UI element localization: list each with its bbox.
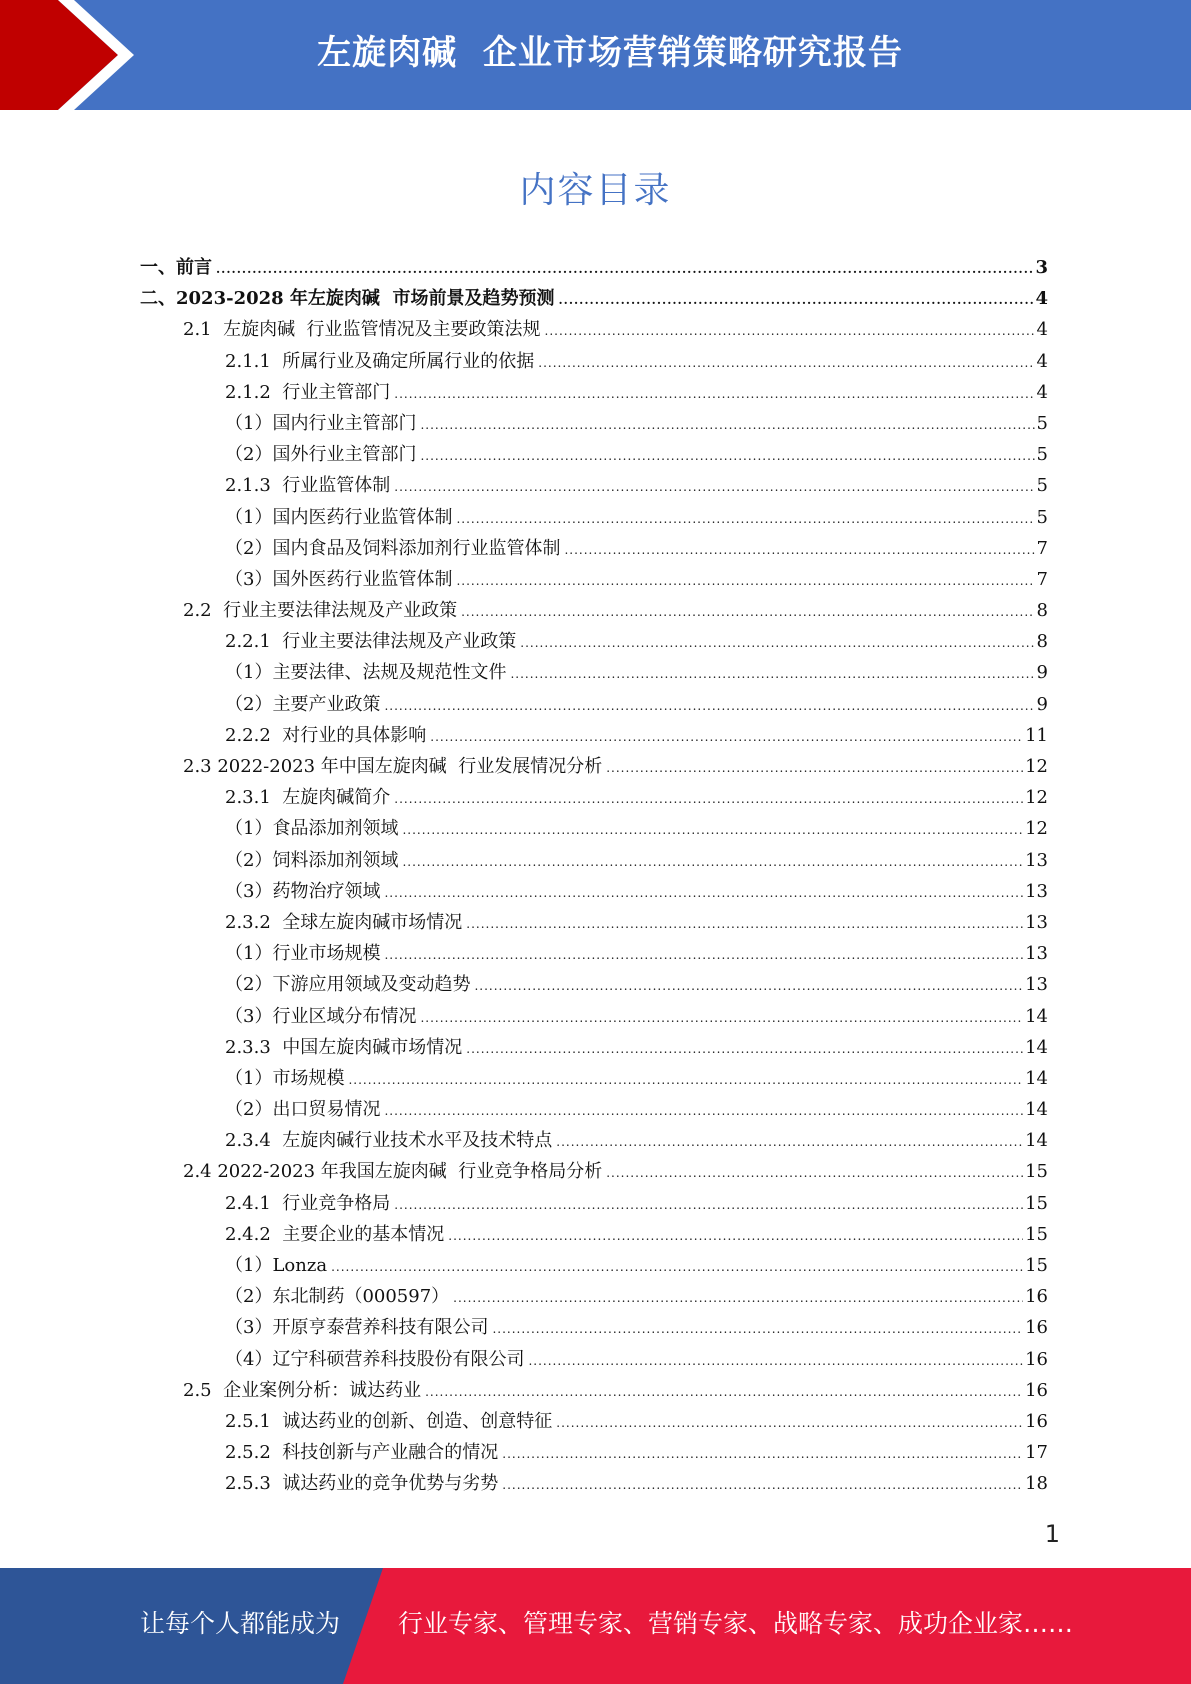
- toc-entry-label: （2）国内食品及饲料添加剂行业监管体制: [225, 537, 561, 559]
- toc-entry-label: 2.5.2 科技创新与产业融合的情况: [225, 1442, 499, 1464]
- dot-leader: [453, 1291, 1023, 1305]
- toc-entry[interactable]: [140, 1282, 1048, 1313]
- toc-entry-label: 2.5 企业案例分析：诚达药业: [183, 1379, 422, 1401]
- toc-entry[interactable]: [140, 378, 1048, 409]
- toc-entry-label: 一、前言: [140, 257, 212, 278]
- toc-entry[interactable]: [140, 409, 1048, 440]
- toc-entry-page: 14: [1025, 1067, 1048, 1089]
- toc-entry[interactable]: [140, 1064, 1048, 1095]
- toc-entry-label: （4）辽宁科硕营养科技股份有限公司: [225, 1348, 525, 1370]
- dot-leader: [216, 262, 1033, 276]
- toc-entry-label: （3）药物治疗领域: [225, 880, 381, 902]
- dot-leader: [384, 1104, 1023, 1118]
- toc-entry[interactable]: [140, 1033, 1048, 1064]
- toc-entry-page: 13: [1025, 943, 1048, 965]
- toc-entry[interactable]: [140, 503, 1048, 534]
- toc-heading: 内容目录: [519, 170, 672, 211]
- toc-entry-page: 5: [1036, 475, 1048, 497]
- toc-entry-label: （1）行业市场规模: [225, 943, 381, 965]
- toc-entry[interactable]: [140, 970, 1048, 1001]
- toc-entry-page: 16: [1025, 1317, 1048, 1339]
- table-of-contents: [140, 253, 1048, 1501]
- toc-entry[interactable]: [140, 1469, 1048, 1500]
- toc-entry[interactable]: [140, 1002, 1048, 1033]
- toc-entry-page: 3: [1035, 257, 1048, 278]
- toc-entry-page: 15: [1025, 1192, 1048, 1214]
- dot-leader: [606, 761, 1023, 775]
- toc-entry-label: 2.2 行业主要法律法规及产业政策: [183, 600, 458, 622]
- toc-entry-label: （2）国外行业主管部门: [225, 444, 417, 466]
- report-title: 左旋肉碱 企业市场营销策略研究报告: [317, 33, 903, 73]
- page-number: 1: [1044, 1520, 1060, 1548]
- toc-entry-label: （2）饲料添加剂领域: [225, 849, 399, 871]
- toc-entry-label: 2.1 左旋肉碱 行业监管情况及主要政策法规: [183, 319, 541, 341]
- toc-entry-page: 13: [1025, 911, 1048, 933]
- toc-entry-page: 14: [1025, 1005, 1048, 1027]
- dot-leader: [348, 1073, 1023, 1087]
- toc-entry[interactable]: [140, 534, 1048, 565]
- toc-entry-label: 二、2023-2028 年左旋肉碱 市场前景及趋势预测: [140, 288, 555, 310]
- dot-leader: [545, 324, 1035, 338]
- toc-entry-label: 2.5.1 诚达药业的创新、创造、创意特征: [225, 1410, 553, 1432]
- toc-entry[interactable]: [140, 1251, 1048, 1282]
- toc-entry[interactable]: [140, 877, 1048, 908]
- toc-entry-page: 15: [1025, 1223, 1048, 1245]
- toc-entry-page: 7: [1036, 568, 1048, 590]
- toc-entry-page: 14: [1025, 1130, 1048, 1152]
- toc-entry-page: 5: [1036, 444, 1048, 466]
- dot-leader: [466, 1042, 1023, 1056]
- toc-entry[interactable]: [140, 908, 1048, 939]
- toc-entry[interactable]: [140, 1376, 1048, 1407]
- toc-entry-label: 2.1.3 行业监管体制: [225, 475, 391, 497]
- toc-entry-label: 2.4.2 主要企业的基本情况: [225, 1223, 445, 1245]
- toc-entry-page: 14: [1025, 1099, 1048, 1121]
- toc-entry-page: 8: [1036, 600, 1048, 622]
- toc-entry[interactable]: [140, 1095, 1048, 1126]
- toc-entry[interactable]: [140, 1345, 1048, 1376]
- toc-entry[interactable]: [140, 1220, 1048, 1251]
- dot-leader: [510, 667, 1034, 681]
- toc-entry[interactable]: [140, 1189, 1048, 1220]
- page-header: [0, 0, 1191, 110]
- footer-slogan-right: 行业专家、管理专家、营销专家、战略专家、成功企业家……: [398, 1609, 1074, 1638]
- toc-entry[interactable]: [140, 721, 1048, 752]
- toc-entry-page: 4: [1036, 319, 1048, 341]
- toc-entry[interactable]: [140, 253, 1048, 284]
- dot-leader: [461, 605, 1034, 619]
- dot-leader: [492, 1322, 1023, 1336]
- toc-entry[interactable]: [140, 658, 1048, 689]
- toc-entry[interactable]: [140, 565, 1048, 596]
- dot-leader: [420, 449, 1034, 463]
- toc-entry-page: 4: [1036, 381, 1048, 403]
- toc-entry[interactable]: [140, 284, 1048, 315]
- dot-leader: [466, 917, 1023, 931]
- toc-entry-label: （2）主要产业政策: [225, 693, 381, 715]
- toc-entry-label: （1）国内医药行业监管体制: [225, 506, 453, 528]
- dot-leader: [394, 387, 1034, 401]
- toc-entry-page: 12: [1025, 818, 1048, 840]
- toc-entry-page: 16: [1025, 1410, 1048, 1432]
- toc-entry-page: 16: [1025, 1286, 1048, 1308]
- toc-entry-label: （1）主要法律、法规及规范性文件: [225, 662, 507, 684]
- dot-leader: [430, 730, 1023, 744]
- dot-leader: [394, 480, 1034, 494]
- toc-entry[interactable]: [140, 440, 1048, 471]
- dot-leader: [331, 1260, 1023, 1274]
- toc-entry-page: 13: [1025, 849, 1048, 871]
- toc-entry-page: 16: [1025, 1348, 1048, 1370]
- dot-leader: [556, 1135, 1023, 1149]
- toc-entry-label: 2.4 2022-2023 年我国左旋肉碱 行业竞争格局分析: [183, 1161, 603, 1183]
- dot-leader: [528, 1354, 1023, 1368]
- dot-leader: [502, 1447, 1023, 1461]
- dot-leader: [456, 574, 1034, 588]
- toc-entry-label: （1）食品添加剂领域: [225, 818, 399, 840]
- dot-leader: [538, 356, 1034, 370]
- dot-leader: [420, 418, 1034, 432]
- toc-entry[interactable]: [140, 939, 1048, 970]
- dot-leader: [384, 699, 1034, 713]
- toc-entry-label: 2.2.2 对行业的具体影响: [225, 724, 427, 746]
- dot-leader: [502, 1478, 1023, 1492]
- toc-entry-page: 5: [1036, 412, 1048, 434]
- toc-entry-label: （3）开原亨泰营养科技有限公司: [225, 1317, 489, 1339]
- toc-entry-label: 2.1.2 行业主管部门: [225, 381, 391, 403]
- dot-leader: [384, 886, 1023, 900]
- toc-entry-page: 18: [1025, 1473, 1048, 1495]
- toc-entry[interactable]: [140, 471, 1048, 502]
- toc-entry-label: 2.2.1 行业主要法律法规及产业政策: [225, 631, 517, 653]
- toc-entry-page: 4: [1035, 288, 1048, 310]
- dot-leader: [520, 636, 1034, 650]
- toc-entry[interactable]: [140, 627, 1048, 658]
- toc-entry[interactable]: [140, 814, 1048, 845]
- toc-entry-page: 16: [1025, 1379, 1048, 1401]
- dot-leader: [402, 823, 1023, 837]
- toc-entry[interactable]: [140, 1157, 1048, 1188]
- toc-entry-page: 9: [1036, 693, 1048, 715]
- dot-leader: [448, 1229, 1023, 1243]
- toc-entry-label: 2.1.1 所属行业及确定所属行业的依据: [225, 350, 535, 372]
- toc-entry[interactable]: [140, 315, 1048, 346]
- toc-entry-page: 11: [1025, 724, 1048, 746]
- toc-entry-label: （1）国内行业主管部门: [225, 412, 417, 434]
- toc-entry-page: 12: [1025, 787, 1048, 809]
- dot-leader: [425, 1385, 1023, 1399]
- toc-entry-label: 2.3 2022-2023 年中国左旋肉碱 行业发展情况分析: [183, 756, 603, 777]
- toc-entry[interactable]: [140, 752, 1048, 783]
- toc-entry-label: （2）出口贸易情况: [225, 1099, 381, 1121]
- toc-entry-label: 2.3.4 左旋肉碱行业技术水平及技术特点: [225, 1130, 553, 1152]
- dot-leader: [606, 1166, 1023, 1180]
- toc-entry[interactable]: [140, 690, 1048, 721]
- dot-leader: [556, 1416, 1023, 1430]
- toc-entry[interactable]: [140, 1313, 1048, 1344]
- toc-entry-label: 2.3.3 中国左旋肉碱市场情况: [225, 1036, 463, 1058]
- footer-slogan-left: 让每个人都能成为: [140, 1609, 341, 1638]
- toc-entry-page: 7: [1036, 537, 1048, 559]
- toc-entry[interactable]: [140, 783, 1048, 814]
- dot-leader: [384, 948, 1023, 962]
- toc-entry-page: 13: [1025, 974, 1048, 996]
- toc-entry[interactable]: [140, 846, 1048, 877]
- dot-leader: [402, 855, 1023, 869]
- dot-leader: [420, 1011, 1023, 1025]
- toc-entry-label: （3）国外医药行业监管体制: [225, 568, 453, 590]
- toc-entry[interactable]: [140, 1438, 1048, 1469]
- toc-entry-label: 2.3.1 左旋肉碱简介: [225, 787, 391, 809]
- toc-entry-label: （1）Lonza: [225, 1255, 328, 1276]
- dot-leader: [394, 792, 1023, 806]
- toc-entry-page: 13: [1025, 880, 1048, 902]
- toc-entry-page: 17: [1025, 1442, 1048, 1464]
- toc-entry-page: 8: [1036, 631, 1048, 653]
- dot-leader: [474, 979, 1023, 993]
- toc-entry-label: 2.4.1 行业竞争格局: [225, 1192, 391, 1214]
- toc-entry[interactable]: [140, 1407, 1048, 1438]
- toc-entry-page: 9: [1036, 662, 1048, 684]
- toc-entry-page: 5: [1036, 506, 1048, 528]
- toc-entry-label: （1）市场规模: [225, 1067, 345, 1089]
- toc-entry-label: 2.3.2 全球左旋肉碱市场情况: [225, 911, 463, 933]
- dot-leader: [394, 1198, 1023, 1212]
- dot-leader: [456, 512, 1034, 526]
- toc-entry[interactable]: [140, 347, 1048, 378]
- toc-entry-page: 15: [1025, 1255, 1048, 1276]
- toc-entry[interactable]: [140, 1126, 1048, 1157]
- dot-leader: [564, 543, 1034, 557]
- toc-entry-label: 2.5.3 诚达药业的竞争优势与劣势: [225, 1473, 499, 1495]
- dot-leader: [558, 293, 1033, 307]
- toc-entry-label: （2）东北制药（000597）: [225, 1286, 450, 1308]
- toc-entry-page: 12: [1025, 756, 1048, 777]
- toc-entry-label: （3）行业区域分布情况: [225, 1005, 417, 1027]
- page-footer: [0, 1568, 1191, 1684]
- toc-entry-label: （2）下游应用领域及变动趋势: [225, 974, 471, 996]
- toc-entry[interactable]: [140, 596, 1048, 627]
- toc-entry-page: 14: [1025, 1036, 1048, 1058]
- toc-entry-page: 4: [1036, 350, 1048, 372]
- toc-entry-page: 15: [1025, 1161, 1048, 1183]
